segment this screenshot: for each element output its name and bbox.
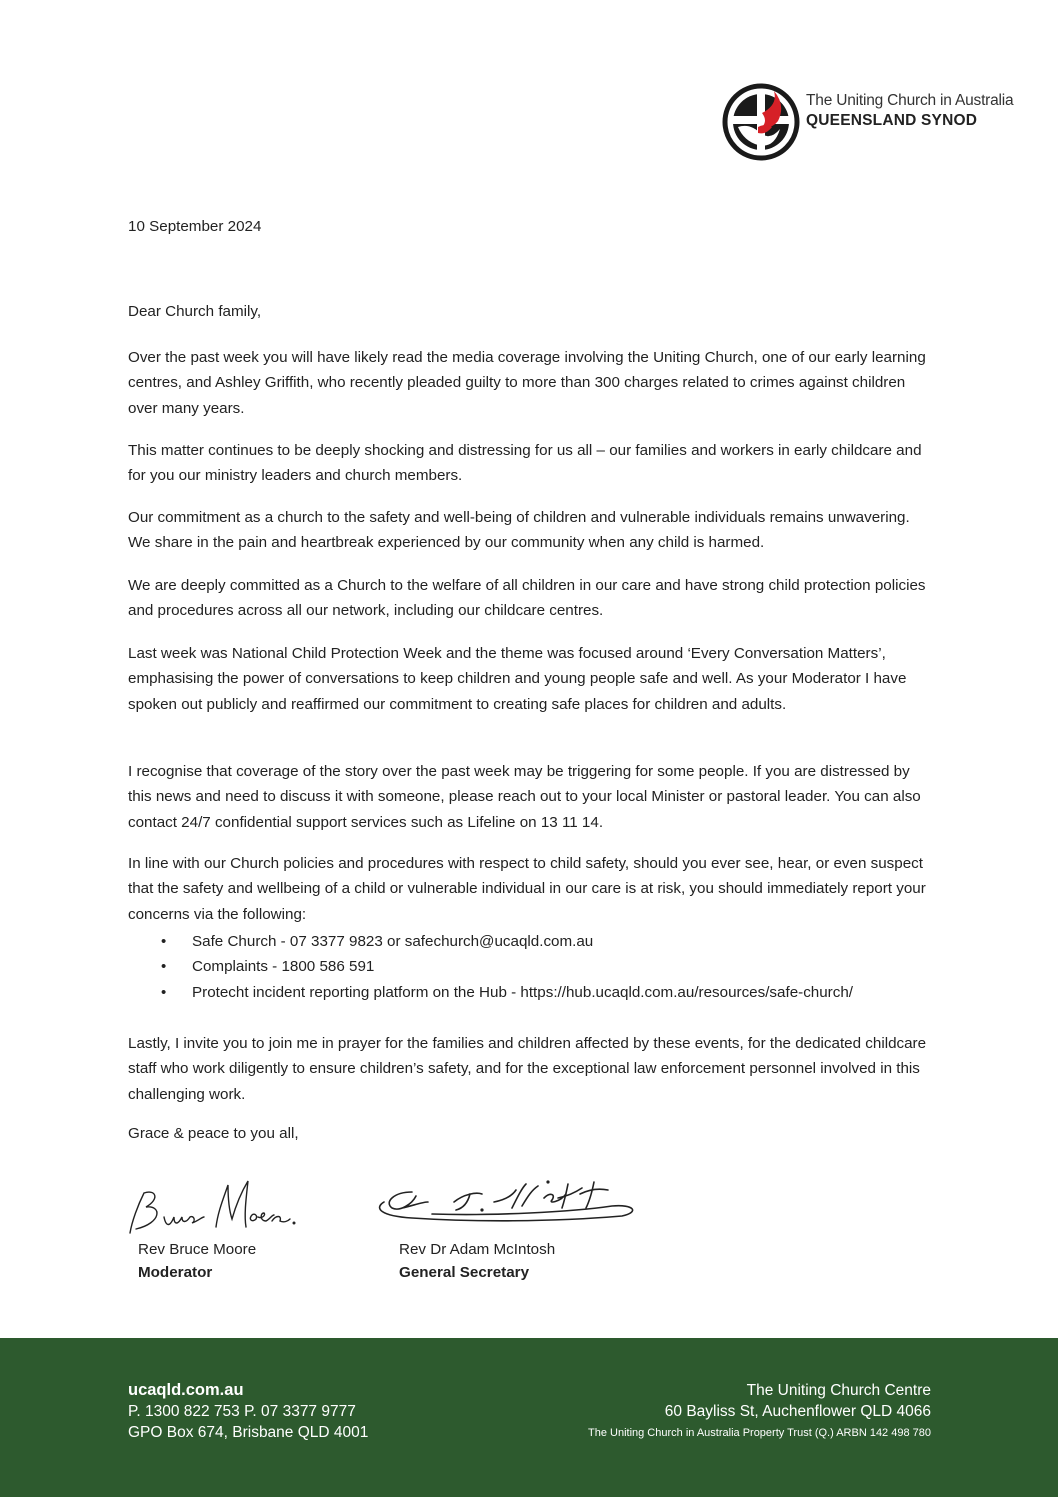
footer-phones: P. 1300 822 753 P. 07 3377 9777 xyxy=(128,1403,356,1420)
closing-line: Grace & peace to you all, xyxy=(128,1125,299,1143)
list-item: • Safe Church - 07 3377 9823 or safechurch@ucaqld.com.au xyxy=(128,929,853,954)
list-item: • Protecht incident reporting platform on the Hub - https://hub.ucaqld.com.au/resources/safe-church/ xyxy=(128,980,853,1005)
footer-address xyxy=(588,1380,931,1444)
footer-trust-line: The Uniting Church in Australia Property Trust (Q.) ARBN 142 498 780 xyxy=(588,1427,931,1439)
uniting-church-emblem-icon xyxy=(722,83,802,163)
paragraph-8: Lastly, I invite you to join me in prayer for the families and children affected by these events, for the dedicated childcare staff who work diligently to ensure children’s safety, and for the exceptional law enforcement personnel involved in this challenging work. xyxy=(128,1035,927,1103)
paragraph-5: Last week was National Child Protection Week and the theme was focused around ‘Every Conversation Matters’, emphasising the power of conversations to keep children and young people safe and well. As your Moderator I have spoken out publicly and reaffirmed our commitment to creating safe places for children and adults. xyxy=(128,645,907,713)
footer-centre-name: The Uniting Church Centre xyxy=(746,1382,931,1399)
list-item: • Complaints - 1800 586 591 xyxy=(128,954,853,979)
signatory-2-name: Rev Dr Adam McIntosh xyxy=(399,1241,556,1258)
paragraph-6: I recognise that coverage of the story over the past week may be triggering for some people. If you are distressed by this news and need to discuss it with someone, please reach out to your local Minister or pastoral leader. You can also contact 24/7 confidential support services such as Lifeline on 13 11 14. xyxy=(128,763,921,831)
report-contact-list xyxy=(128,929,853,1005)
footer-street-address: 60 Bayliss St, Auchenflower QLD 4066 xyxy=(664,1403,931,1420)
signatory-1-title: Moderator xyxy=(138,1264,213,1281)
paragraph-7: In line with our Church policies and procedures with respect to child safety, should you ever see, hear, or even suspect that the safety and wellbeing of a child or vulnerable individual in our care is at risk, you should immediately report your concerns via the following: xyxy=(128,855,926,923)
signature-adam-mcintosh xyxy=(372,1172,642,1234)
footer-contact xyxy=(128,1380,368,1443)
paragraph-3: Our commitment as a church to the safety and well-being of children and vulnerable individuals remains unwavering. We share in the pain and heartbreak experienced by our community when any child is harmed. xyxy=(128,509,910,552)
footer-bar xyxy=(0,1338,1058,1497)
signatory-1-name: Rev Bruce Moore xyxy=(138,1241,257,1258)
signature-bruce-moore xyxy=(120,1175,300,1241)
logo-line-2: QUEENSLAND SYNOD xyxy=(806,112,978,129)
footer-website-link[interactable]: ucaqld.com.au xyxy=(128,1381,244,1399)
salutation: Dear Church family, xyxy=(128,303,262,321)
paragraph-1: Over the past week you will have likely read the media coverage involving the Uniting Church, one of our early learning centres, and Ashley Griffith, who recently pleaded guilty to more than 300 charges related to crimes against children over many years. xyxy=(128,349,926,417)
church-logo xyxy=(722,83,1022,163)
signatory-2-title: General Secretary xyxy=(399,1264,530,1281)
paragraph-2: This matter continues to be deeply shocking and distressing for us all – our families and workers in early childcare and for you our ministry leaders and church members. xyxy=(128,442,922,485)
logo-line-1: The Uniting Church in Australia xyxy=(806,92,1014,109)
footer-po-box: GPO Box 674, Brisbane QLD 4001 xyxy=(128,1424,369,1441)
letter-date: 10 September 2024 xyxy=(128,218,262,236)
paragraph-4: We are deeply committed as a Church to the welfare of all children in our care and have strong child protection policies and procedures across all our network, including our childcare centres. xyxy=(128,577,926,620)
